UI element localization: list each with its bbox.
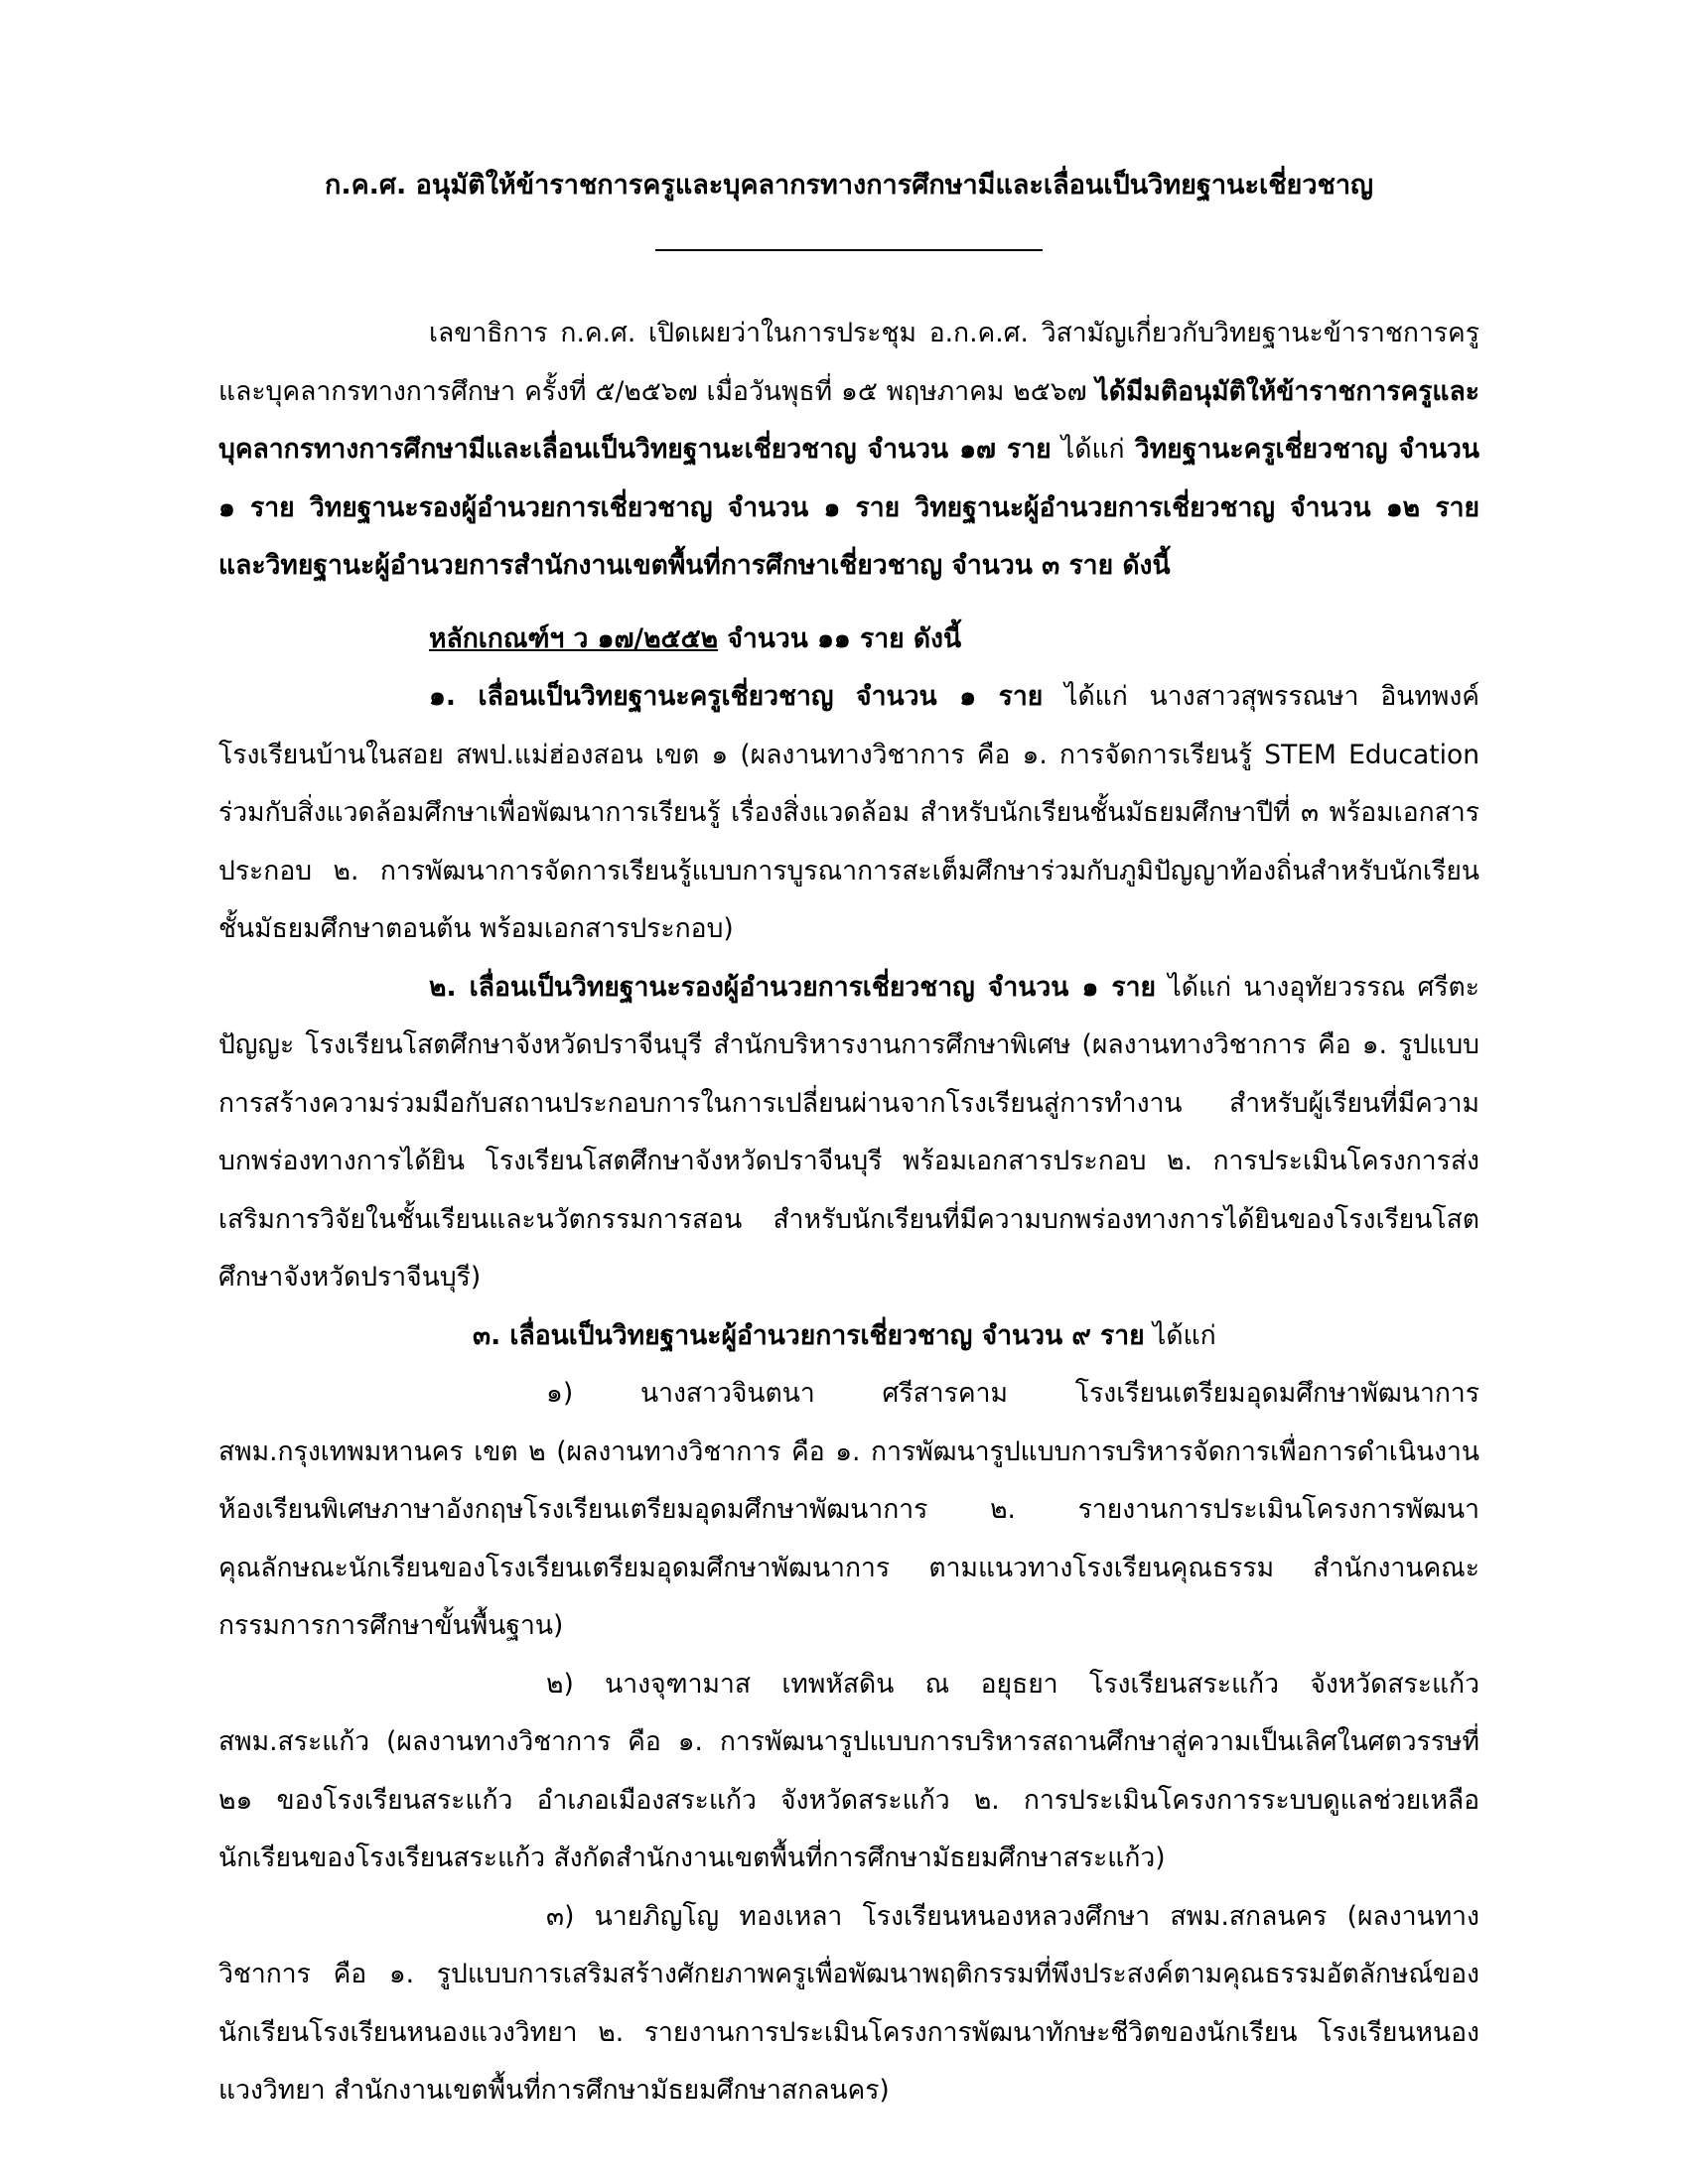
criteria-count: จำนวน ๑๑ ราย ดังนี้ xyxy=(718,622,962,654)
document-title: ก.ค.ศ. อนุมัติให้ข้าราชการครูและบุคลากรทางการศึกษามีและเลื่อนเป็นวิทยฐานะเชี่ยวชาญ xyxy=(324,170,1374,201)
item-1-heading: ๑. เลื่อนเป็นวิทยฐานะครูเชี่ยวชาญ จำนวน ๑ ราย xyxy=(429,681,1044,712)
sub-item-2: ๒) นางจุฑามาส เทพหัสดิน ณ อยุธยา โรงเรียนสระแก้ว จังหวัดสระแก้ว สพม.สระแก้ว (ผลงานทางวิชาการ คือ ๑. การพัฒนารูปแบบการบริหารสถานศึกษาสู่ความเป็นเลิศในศตวรรษที่ ๒๑ ของโรงเรียนสระแก้ว อำเภอเมืองสระแก้ว จังหวัดสระแก้ว ๒. การประเมินโครงการระบบดูแลช่วยเหลือนักเรียนของโรงเรียนสระแก้ว สังกัดสำนักงานเขตพื้นที่การศึกษามัธยมศึกษาสระแก้ว) xyxy=(218,1668,1479,1873)
criteria-underlined: หลักเกณฑ์ฯ ว ๑๗/๒๕๕๒ xyxy=(429,622,719,654)
intro-paragraph xyxy=(218,305,1479,596)
item-1-paragraph xyxy=(218,668,1479,959)
item-1-text: ได้แก่ นางสาวสุพรรณษา อินทพงค์ โรงเรียนบ้านในสอย สพป.แม่ฮ่องสอน เขต ๑ (ผลงานทางวิชาการ คือ ๑. การจัดการเรียนรู้ STEM Education ร่วมกับสิ่งแวดล้อมศึกษาเพื่อพัฒนาการเรียนรู้ เรื่องสิ่งแวดล้อม สำหรับนักเรียนชั้นมัธยมศึกษาปีที่ ๓ พร้อมเอกสารประกอบ ๒. การพัฒนาการจัดการเรียนรู้แบบการบูรณาการสะเต็มศึกษาร่วมกับภูมิปัญญาท้องถิ่นสำหรับนักเรียนชั้นมัธยมศึกษาตอนต้น พร้อมเอกสารประกอบ) xyxy=(218,681,1479,944)
item-2-text: ได้แก่ นางอุทัยวรรณ ศรีตะปัญญะ โรงเรียนโสตศึกษาจังหวัดปราจีนบุรี สำนักบริหารงานการศึกษาพิเศษ (ผลงานทางวิชาการ คือ ๑. รูปแบบการสร้างความร่วมมือกับสถานประกอบการในการเปลี่ยนผ่านจากโรงเรียนสู่การทำงาน สำหรับผู้เรียนที่มีความบกพร่องทางการได้ยิน โรงเรียนโสตศึกษาจังหวัดปราจีนบุรี พร้อมเอกสารประกอบ ๒. การประเมินโครงการส่งเสริมการวิจัยในชั้นเรียนและนวัตกรรมการสอน สำหรับนักเรียนที่มีความบกพร่องทางการได้ยินของโรงเรียนโสตศึกษาจังหวัดปราจีนบุรี) xyxy=(218,971,1479,1293)
document-page xyxy=(218,149,1479,2120)
item-2-heading: ๒. เลื่อนเป็นวิทยฐานะรองผู้อำนวยการเชี่ยวชาญ จำนวน ๑ ราย xyxy=(429,971,1157,1003)
item-3-paragraph xyxy=(218,1307,1479,1366)
item-3-text: ได้แก่ xyxy=(1144,1319,1216,1351)
sub-item-1: ๑) นางสาวจินตนา ศรีสารคาม โรงเรียนเตรียมอุดมศึกษาพัฒนาการ สพม.กรุงเทพมหานคร เขต ๒ (ผลงานทางวิชาการ คือ ๑. การพัฒนารูปแบบการบริหารจัดการเพื่อการดำเนินงานห้องเรียนพิเศษภาษาอังกฤษโรงเรียนเตรียมอุดมศึกษาพัฒนาการ ๒. รายงานการประเมินโครงการพัฒนาคุณลักษณะนักเรียนของโรงเรียนเตรียมอุดมศึกษาพัฒนาการ ตามแนวทางโรงเรียนคุณธรรม สำนักงานคณะกรรมการการศึกษาขั้นพื้นฐาน) xyxy=(218,1378,1479,1641)
intro-text-2: ได้แก่ xyxy=(1051,434,1135,465)
intro-text-1: เลขาธิการ ก.ค.ศ. เปิดเผยว่าในการประชุม อ.ก.ค.ศ. วิสามัญเกี่ยวกับวิทยฐานะข้าราชการครูและบุคลากรทางการศึกษา ครั้งที่ ๕/๒๕๖๗ เมื่อวันพุธที่ ๑๕ พฤษภาคม ๒๕๖๗ xyxy=(218,318,1479,407)
item-3-heading: ๓. เลื่อนเป็นวิทยฐานะผู้อำนวยการเชี่ยวชาญ จำนวน ๙ ราย xyxy=(473,1319,1145,1351)
item-2-paragraph xyxy=(218,959,1479,1307)
title-divider xyxy=(655,249,1043,251)
intro-bold-2: วิทยฐานะครูเชี่ยวชาญ จำนวน ๑ ราย วิทยฐานะรองผู้อำนวยการเชี่ยวชาญ จำนวน ๑ ราย วิทยฐานะผู้อำนวยการเชี่ยวชาญ จำนวน ๑๒ ราย และวิทยฐานะผู้อำนวยการสำนักงานเขตพื้นที่การศึกษาเชี่ยวชาญ จำนวน ๓ ราย ดังนี้ xyxy=(218,434,1479,581)
criteria-heading xyxy=(218,611,1479,669)
intro-bold-1: ได้มีมติอนุมัติให้ข้าราชการครูและบุคลากรทางการศึกษามีและเลื่อนเป็นวิทยฐานะเชี่ยวชาญ จำนวน ๑๗ ราย xyxy=(218,375,1479,465)
sub-item-3: ๓) นายภิญโญ ทองเหลา โรงเรียนหนองหลวงศึกษา สพม.สกลนคร (ผลงานทางวิชาการ คือ ๑. รูปแบบการเสริมสร้างศักยภาพครูเพื่อพัฒนาพฤติกรรมที่พึงประสงค์ตามคุณธรรมอัตลักษณ์ของนักเรียนโรงเรียนหนองแวงวิทยา ๒. รายงานการประเมินโครงการพัฒนาทักษะชีวิตของนักเรียน โรงเรียนหนองแวงวิทยา สำนักงานเขตพื้นที่การศึกษามัธยมศึกษาสกลนคร) xyxy=(218,1900,1479,2106)
